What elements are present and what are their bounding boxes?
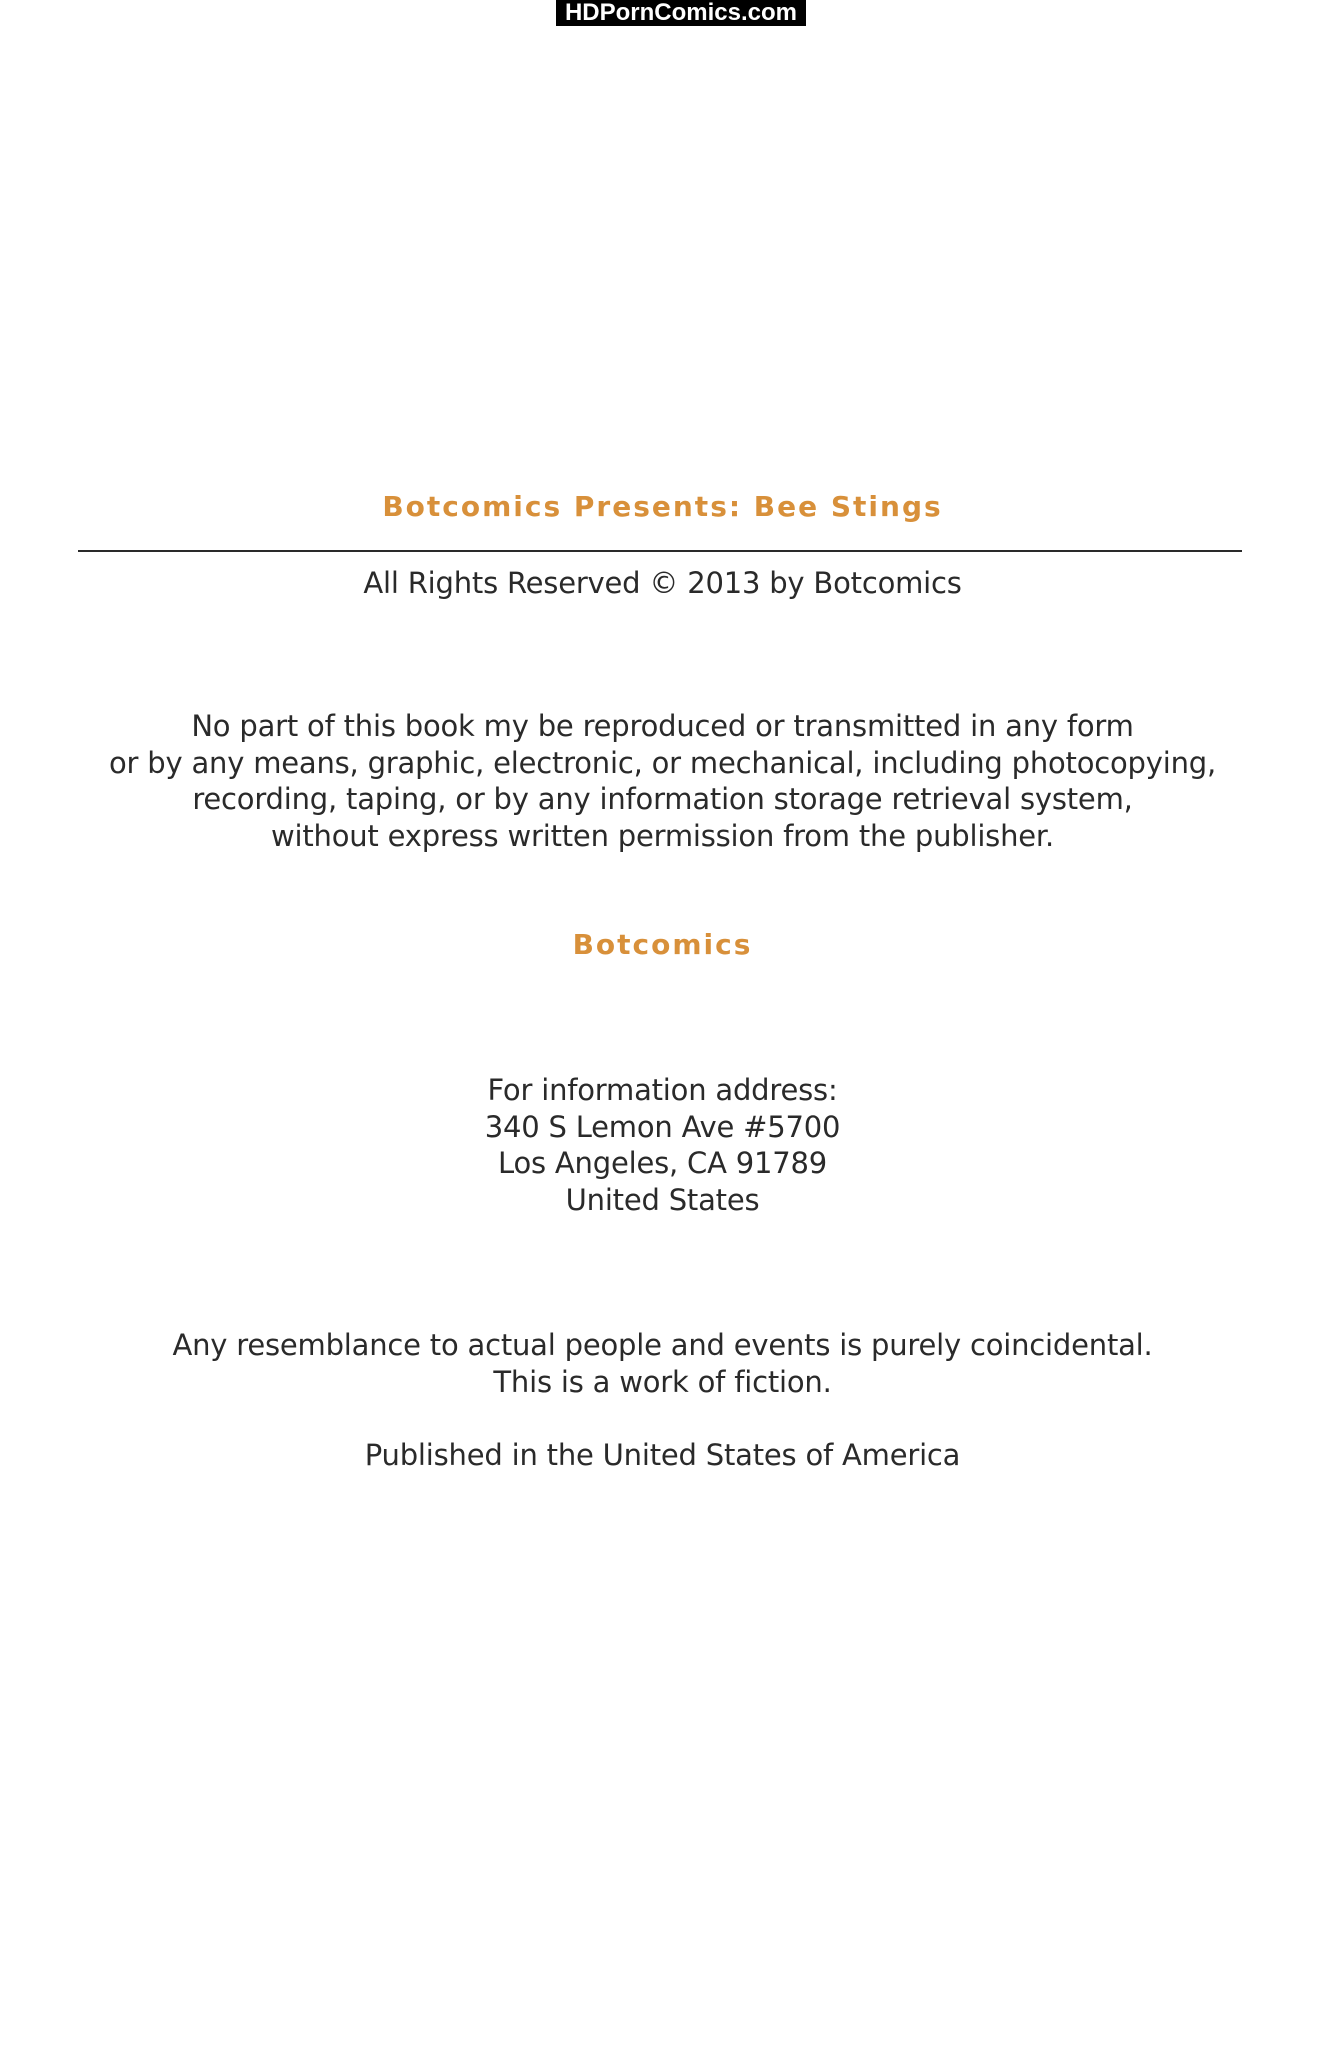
rights-notice-line: No part of this book my be reproduced or transmitted in any form <box>191 709 1134 743</box>
disclaimer-line: Any resemblance to actual people and events is purely coincidental. <box>172 1328 1153 1362</box>
book-title: Botcomics Presents: Bee Stings <box>382 490 943 523</box>
site-watermark: HDPornComics.com <box>556 0 806 26</box>
copyright-notice: All Rights Reserved © 2013 by Botcomics <box>363 566 962 600</box>
disclaimer-line: This is a work of fiction. <box>493 1364 832 1399</box>
rights-notice <box>0 708 1325 854</box>
publisher-address <box>0 1072 1325 1218</box>
address-line: For information address: <box>487 1073 838 1107</box>
address-line: United States <box>565 1182 760 1217</box>
rights-notice-line: recording, taping, or by any information storage retrieval system, <box>192 782 1133 816</box>
publisher-name: Botcomics <box>572 928 753 961</box>
published-in: Published in the United States of America <box>364 1438 961 1472</box>
fiction-disclaimer <box>0 1327 1325 1400</box>
rights-notice-line: without express written permission from the publisher. <box>270 818 1054 853</box>
title-divider <box>78 550 1242 552</box>
address-line: Los Angeles, CA 91789 <box>498 1146 827 1180</box>
address-line: 340 S Lemon Ave #5700 <box>484 1109 841 1144</box>
rights-notice-line: or by any means, graphic, electronic, or mechanical, including photocopying, <box>109 745 1216 780</box>
